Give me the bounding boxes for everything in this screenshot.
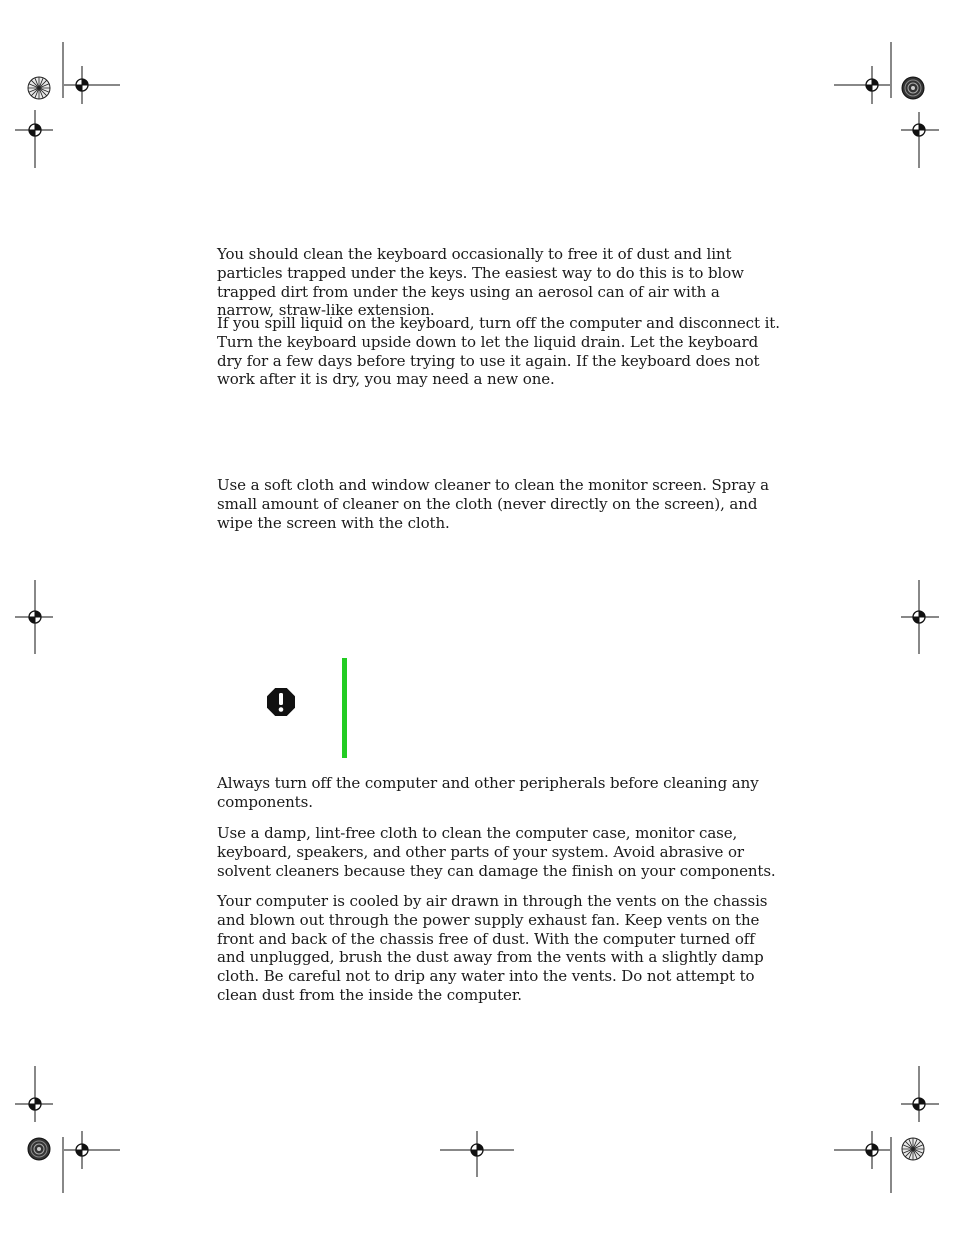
damp-cloth-paragraph: Use a damp, lint-free cloth to clean the computer case, monitor case, keyboard, speakers, and other parts of your system. Avoid abrasive or solvent cleaners because they can damage the finish on your components.	[217, 824, 776, 880]
monitor-screen-paragraph: Use a soft cloth and window cleaner to clean the monitor screen. Spray a small amount of cleaner on the cloth (never directly on the screen), and wipe the screen with the cloth.	[217, 476, 769, 532]
keyboard-dust-paragraph: You should clean the keyboard occasionally to free it of dust and lint particles trapped under the keys. The easiest way to do this is to blow trapped dirt from under the keys using an aerosol can of air with a narrow, straw-like extension.	[217, 245, 744, 320]
turn-off-paragraph: Always turn off the computer and other peripherals before cleaning any components.	[217, 774, 759, 811]
warning-icon	[267, 688, 295, 716]
keyboard-spill-paragraph: If you spill liquid on the keyboard, turn off the computer and disconnect it. Turn the keyboard upside down to let the liquid drain. Let the keyboard dry for a few days before trying to use it again. If the keyboard does not work after it is dry, you may need a new one.	[217, 314, 780, 389]
warning-accent-bar	[342, 658, 347, 758]
vents-paragraph: Your computer is cooled by air drawn in through the vents on the chassis and blown out through the power supply exhaust fan. Keep vents on the front and back of the chassis free of dust. With the computer turned off and unplugged, brush the dust away from the vents with a slightly damp cloth. Be careful not to drip any water into the vents. Do not attempt to clean dust from the inside the computer.	[217, 892, 768, 1004]
